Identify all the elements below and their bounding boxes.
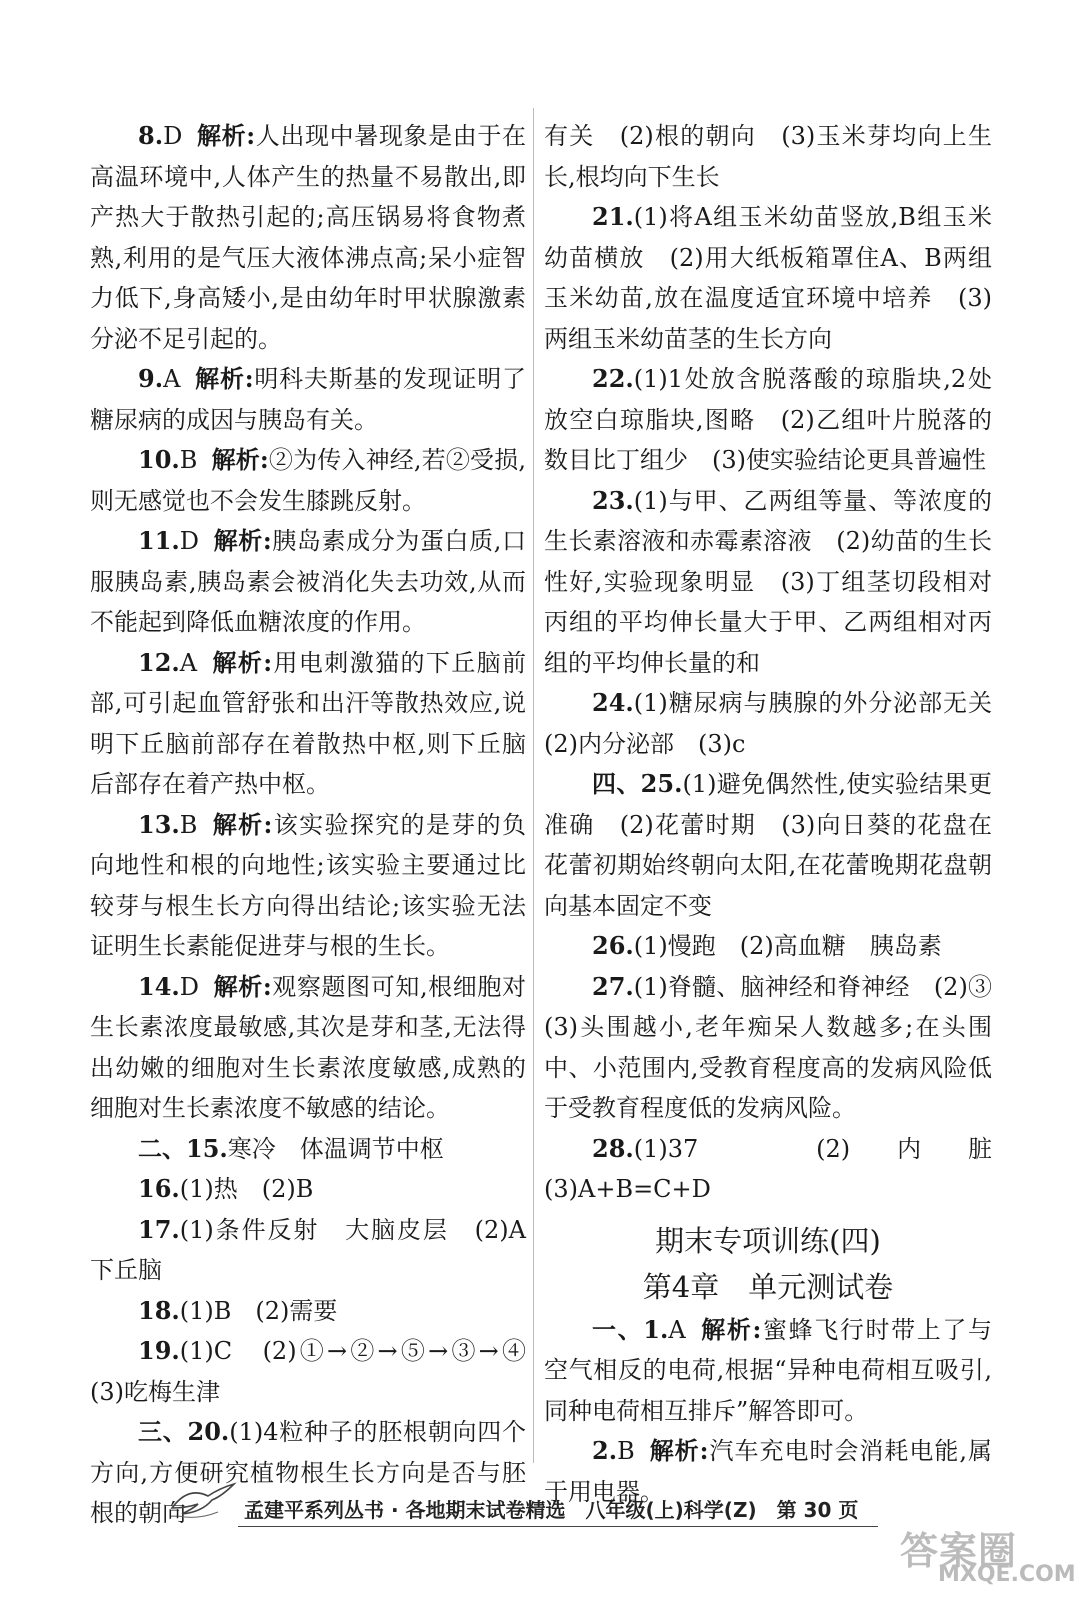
analysis-label: 解析: — [194, 364, 254, 393]
answer-number: 22. — [592, 364, 634, 393]
column-divider — [533, 108, 534, 1463]
answer-item-q15 — [90, 1129, 526, 1170]
answer-number: 24. — [592, 688, 634, 717]
answer-value: A — [163, 365, 181, 393]
answer-value: (1)脊髓、脑神经和脊神经 (2)③ (3)头围越小,老年痴呆人数越多;在头围中、小范围内,受教育程度高的发病风险低于受教育程度低的发病风险。 — [544, 972, 1016, 1122]
answer-value: D — [179, 972, 200, 1001]
answer-value: (1)慢跑 (2)高血糖 胰岛素 — [633, 932, 942, 960]
answer-item-q8 — [90, 116, 526, 359]
analysis-label: 解析: — [213, 971, 272, 1001]
answer-item-q17 — [90, 1210, 550, 1291]
answer-number: 14. — [138, 971, 180, 1001]
answer-item-q18 — [90, 1291, 526, 1332]
answer-value: A — [179, 648, 198, 677]
analysis-text: 用电刺激猫的下丘脑前部,可引起血管舒张和出汗等散热效应,说明下丘脑前部存在着散热中枢,则下丘脑后部存在着产热中枢。 — [90, 648, 527, 798]
analysis-label: 解析: — [213, 526, 272, 555]
chapter-title: 第4章 单元测试卷 — [642, 1269, 894, 1304]
answer-value: D — [163, 122, 183, 150]
answer-value: (1)B (2)需要 — [179, 1296, 338, 1325]
answer-item-q21 — [544, 197, 992, 359]
answer-value: (1)将A组玉米幼苗竖放,B组玉米幼苗横放 (2)用大纸板箱罩住A、B两组玉米幼苗,放在温度适宜环境中培养 (3)两组玉米幼苗茎的生长方向 — [544, 203, 992, 353]
answer-number: 20. — [187, 1417, 230, 1446]
analysis-text: 蜜蜂飞行时带上了与空气相反的电荷,根据“异种电荷相互吸引,同种电荷相互排斥”解答即可。 — [544, 1315, 993, 1425]
answer-number: 21. — [592, 202, 634, 231]
analysis-label: 解析: — [211, 445, 269, 474]
answer-section-prefix: 二、 — [138, 1133, 186, 1163]
answer-item-q13 — [90, 805, 526, 967]
left-column — [90, 116, 550, 1534]
answer-item-q24 — [544, 683, 1016, 764]
answer-number: 27. — [592, 971, 634, 1001]
answer-value: (1)避免偶然性,使实验结果更准确 (2)花蕾时期 (3)向日葵的花盘在花蕾初期始终朝向太阳,在花蕾晚期花盘朝向基本固定不变 — [544, 770, 993, 920]
answer-number: 11. — [138, 526, 180, 555]
answer-number: 26. — [592, 931, 634, 960]
answer-value: B — [179, 810, 198, 839]
answer-section-prefix: 三、 — [138, 1417, 188, 1446]
answer-item-q25 — [544, 764, 992, 926]
answer-item-q19 — [90, 1331, 550, 1412]
answer-number: 1. — [643, 1314, 669, 1344]
answer-value: (1)热 (2)B — [179, 1175, 314, 1203]
footer-text: 孟建平系列丛书 · 各地期末试卷精选 八年级(上)科学(Z) 第 30 页 — [244, 1498, 859, 1522]
footer-rule — [238, 1526, 878, 1527]
analysis-text: ②为传入神经,若②受损,则无感觉也不会发生膝跳反射。 — [90, 446, 526, 515]
analysis-label: 解析: — [211, 809, 273, 839]
answer-value: 寒冷 体温调节中枢 — [227, 1134, 444, 1163]
analysis-text: 明科夫斯基的发现证明了糖尿病的成因与胰岛有关。 — [90, 365, 527, 434]
right-column — [544, 116, 1016, 1512]
answer-value: (1)37 (2)内脏 (3)A+B=C+D — [544, 1134, 1016, 1203]
answer-value: (1)糖尿病与胰腺的外分泌部无关 (2)内分泌部 (3)c — [544, 689, 1016, 758]
answer-item-q22 — [544, 359, 992, 481]
answer-item-q27 — [544, 967, 1016, 1129]
watermark-url: MXQE.COM — [938, 1562, 1076, 1587]
analysis-label: 解析: — [648, 1436, 709, 1465]
answer-number: 10. — [138, 445, 180, 474]
answer-number: 28. — [592, 1133, 634, 1163]
answer-value: D — [179, 527, 200, 555]
answer-value: B — [617, 1437, 635, 1465]
answer-item-q28 — [544, 1129, 1016, 1210]
answer-item-q20c — [544, 116, 992, 197]
analysis-label: 解析: — [699, 1314, 762, 1344]
answer-number: 15. — [186, 1133, 228, 1163]
answer-item-q26 — [544, 926, 992, 967]
analysis-text: 汽车充电时会消耗电能,属于用电器。 — [544, 1437, 992, 1506]
analysis-text: 观察题图可知,根细胞对生长素浓度最敏感,其次是芽和茎,无法得出幼嫩的细胞对生长素浓度敏感,成熟的细胞对生长素浓度不敏感的结论。 — [90, 972, 526, 1122]
answer-item-q16 — [90, 1169, 526, 1210]
answer-number: 23. — [592, 485, 634, 515]
answer-item-q12 — [90, 643, 526, 805]
answer-number: 16. — [138, 1174, 180, 1203]
watermark — [880, 1520, 1080, 1590]
answer-number: 8. — [138, 121, 164, 150]
answer-number: 12. — [138, 647, 180, 677]
answer-item-q10 — [90, 440, 526, 521]
answer-value: (1)4粒种子的胚根朝向四个方向,方便研究植物根生长方向是否与胚根的朝向 — [90, 1418, 527, 1527]
answer-number: 2. — [592, 1436, 618, 1465]
answer-number: 9. — [138, 364, 164, 393]
answer-number: 25. — [640, 769, 683, 798]
answer-number: 13. — [138, 809, 180, 839]
answer-value: (1)C (2)①→②→⑤→③→④ (3)吃梅生津 — [90, 1337, 550, 1406]
answer-value: A — [668, 1315, 686, 1344]
analysis-label: 解析: — [211, 647, 273, 677]
watermark-seal: 答案圈 — [900, 1529, 1018, 1573]
answer-value: (1)1处放含脱落酸的琼脂块,2处放空白琼脂块,图略 (2)乙组叶片脱落的数目比丁组少 (3)使实验结论更具普遍性 — [544, 365, 992, 474]
answer-number: 18. — [138, 1295, 180, 1325]
answer-value: (1)与甲、乙两组等量、等浓度的生长素溶液和赤霉素溶液 (2)幼苗的生长性好,实验现象明显 (3)丁组茎切段相对丙组的平均伸长量大于甲、乙两组相对丙组的平均伸长量的和 — [544, 486, 992, 677]
answer-item-q11 — [90, 521, 526, 643]
answer-section-prefix: 一、 — [592, 1314, 644, 1344]
analysis-text: 人出现中暑现象是由于在高温环境中,人体产生的热量不易散出,即产热大于散热引起的;高压锅易将食物煮熟,利用的是气压大液体沸点高;呆小症智力低下,身高矮小,是由幼年时甲状腺激素分泌不足引起的。 — [90, 122, 527, 353]
analysis-label: 解析: — [196, 121, 256, 150]
answer-item-s1 — [544, 1310, 992, 1432]
section-title: 期末专项训练(四) — [655, 1223, 881, 1258]
answer-item-q23 — [544, 481, 992, 684]
answer-number: 17. — [138, 1214, 180, 1244]
answer-value: (1)条件反射 大脑皮层 (2)A 下丘脑 — [90, 1215, 550, 1284]
answer-value: B — [179, 446, 198, 474]
answer-item-q14 — [90, 967, 526, 1129]
answer-value: 有关 (2)根的朝向 (3)玉米芽均向上生长,根均向下生长 — [544, 122, 992, 191]
analysis-text: 胰岛素成分为蛋白质,口服胰岛素,胰岛素会被消化失去功效,从而不能起到降低血糖浓度的作用。 — [90, 527, 526, 636]
answer-number: 19. — [138, 1336, 180, 1365]
answer-section-prefix: 四、 — [592, 769, 641, 798]
analysis-text: 该实验探究的是芽的负向地性和根的向地性;该实验主要通过比较芽与根生长方向得出结论;该实验无法证明生长素能促进芽与根的生长。 — [90, 810, 527, 960]
answer-item-q9 — [90, 359, 526, 440]
